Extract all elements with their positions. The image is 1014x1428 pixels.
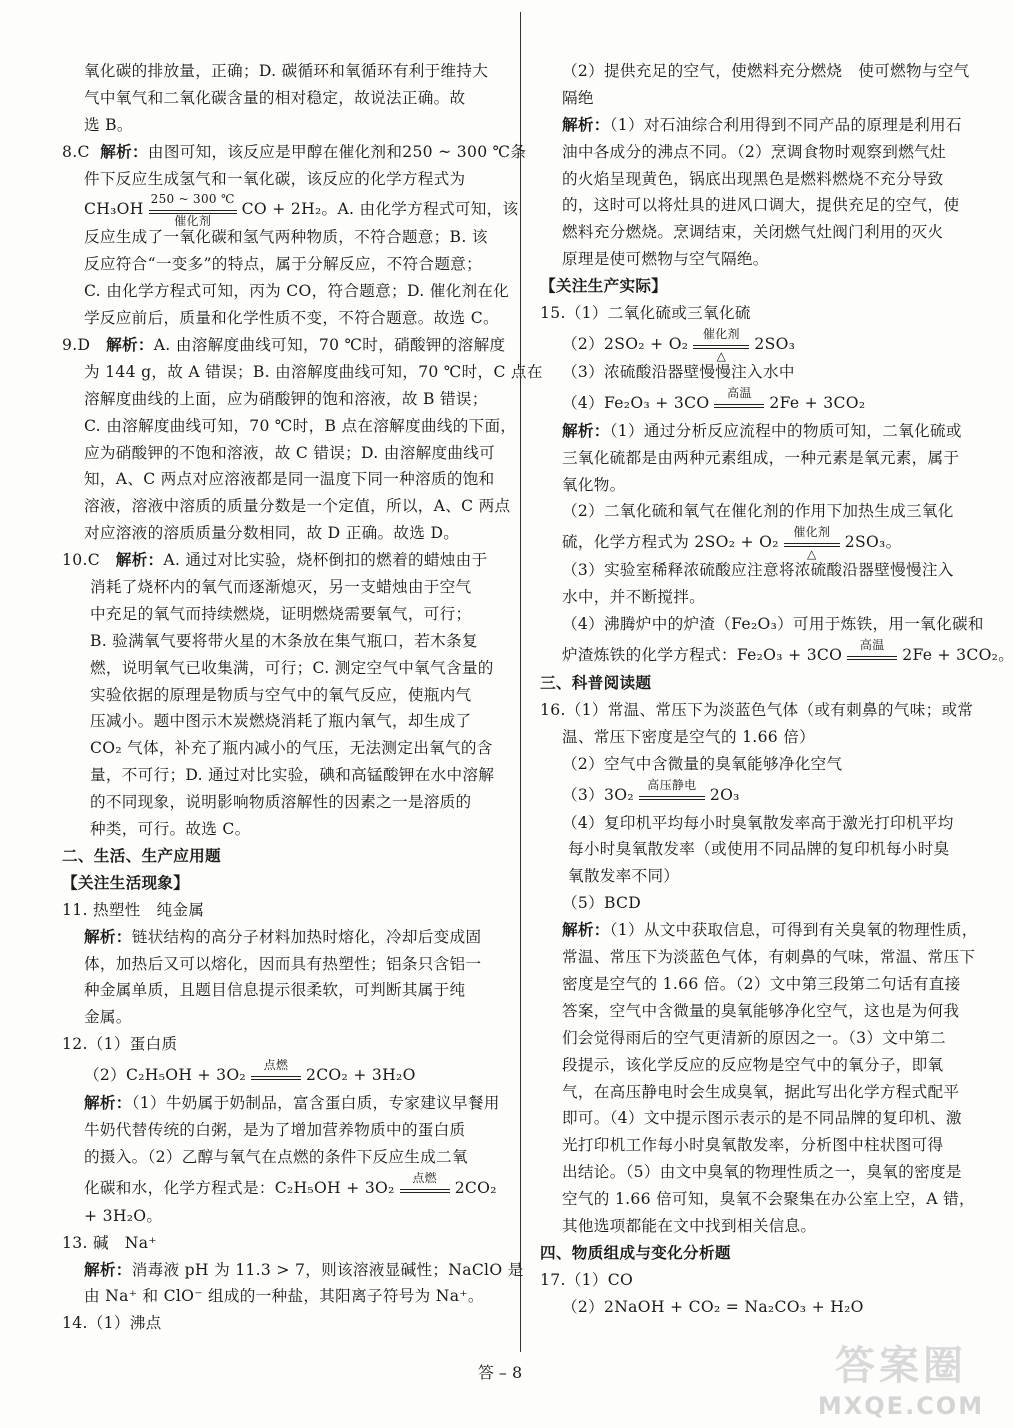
text-line: 反应符合“一变多”的特点，属于分解反应，不符合题意；: [84, 255, 482, 274]
left-column: [62, 58, 543, 1337]
answer-12: 12.（1）蛋白质: [62, 1035, 178, 1054]
reaction-condition: [780, 525, 844, 562]
condition-bottom: 催化剂: [174, 214, 212, 229]
text-line: + 3H₂O。: [84, 1206, 163, 1225]
answer-8: [62, 139, 527, 166]
text-line: 金属。: [84, 1008, 132, 1027]
text-line: 反应生成了一氧化碳和氢气两种物质，不符合题意；B. 该: [84, 228, 488, 247]
text-line: 牛奶代替传统的白粥，是为了增加营养物质中的蛋白质: [84, 1120, 466, 1139]
answer-13: 13. 碱 Na⁺: [62, 1233, 157, 1252]
text-line: 溶解度曲线的上面，应为硝酸钾的饱和溶液，故 B 错误；: [84, 389, 488, 408]
equation-line: [540, 386, 980, 418]
text-line: 的摄入。（2）乙醇与氧气在点燃的条件下反应生成二氧: [84, 1147, 468, 1166]
text-line: 每小时臭氧散发率（或使用不同品牌的复印机每小时臭: [568, 840, 950, 859]
text-line: 种金属单质，且题目信息提示很柔软，可判断其属于纯: [84, 981, 466, 1000]
section-heading: 四、物质组成与变化分析题: [540, 1242, 731, 1262]
analysis-line: [540, 418, 980, 445]
equation-rhs: 2CO₂ + 3H₂O: [305, 1066, 416, 1085]
watermark-logo: [806, 1342, 996, 1426]
analysis-line: [62, 1257, 524, 1284]
right-column: [540, 58, 1014, 1321]
text-line: （3）实验室稀释浓硫酸应注意将浓硫酸沿器壁慢慢注入: [562, 561, 954, 580]
watermark-url: MXQE.COM: [817, 1392, 985, 1420]
text-line: 密度是空气的 1.66 倍。（2）文中第三段第二句话有直接: [562, 974, 961, 993]
equation-lhs: CH₃OH: [84, 200, 144, 219]
text-line: （2）空气中含微量的臭氧能够净化空气: [562, 754, 843, 773]
text-line: （2）2NaOH + CO₂ = Na₂CO₃ + H₂O: [562, 1297, 864, 1316]
text-line: 炉渣炼铁的化学方程式：Fe₂O₃ + 3CO: [562, 646, 843, 665]
equation-line: [62, 1171, 502, 1203]
text-line: C. 由溶解度曲线可知，70 ℃时，B 点在溶解度曲线的下面，: [84, 416, 517, 435]
page-number: 答 – 8: [477, 1363, 523, 1382]
question-number: 8.C: [62, 142, 90, 161]
text-line: 为 144 g，故 A 错误；B. 由溶解度曲线可知，70 ℃时，C 点在: [84, 362, 543, 381]
analysis-label: 解析：: [84, 1259, 132, 1279]
condition-top: 高温: [727, 385, 752, 400]
equation-lhs: （3）3O₂: [562, 785, 634, 804]
text-line: 选 B。: [84, 115, 133, 134]
text-line: 常温、常压下为淡蓝色气体，有刺鼻的气味，常温、常压下: [562, 948, 976, 967]
analysis-line: [62, 1090, 502, 1117]
condition-top: 点燃: [412, 1170, 437, 1185]
analysis-label: 解析：: [562, 420, 610, 440]
text-line: CO₂ 气体，补充了瓶内减小的气压，无法测定出氧气的含: [90, 739, 493, 758]
text-line: A. 通过对比实验，烧杯倒扣的燃着的蜡烛由于: [163, 551, 488, 570]
subsection-heading: 【关注生活现象】: [62, 872, 190, 892]
text-line: 段提示，该化学反应的反应物是空气中的氧分子，即氧: [562, 1055, 944, 1074]
answer-11: 11. 热塑性 纯金属: [62, 900, 205, 919]
equation-lhs: （2）C₂H₅OH + 3O₂: [84, 1066, 246, 1085]
text-line: 的火焰呈现黄色，锅底出现黑色是燃料燃烧不充分导致: [562, 169, 944, 188]
text-line: 出结论。（5）由文中臭氧的物理性质之一，臭氧的密度是: [562, 1163, 962, 1182]
equation-line: [540, 525, 980, 562]
text-line: 燃，说明氧气已收集满，可行；C. 测定空气中氧气含量的: [90, 658, 494, 677]
condition-top: 高温: [859, 638, 885, 653]
column-divider: [520, 12, 521, 1352]
text-line: 氧化物。: [562, 475, 626, 494]
answer-15: 15.（1）二氧化硫或三氧化硫: [540, 304, 751, 323]
answer-17: 17.（1）CO: [540, 1270, 634, 1289]
text-line: 消毒液 pH 为 11.3 > 7，则该溶液显碱性；NaClO 是: [131, 1260, 524, 1279]
text-line: 氧化碳的排放量，正确；D. 碳循环和氧循环有利于维持大: [84, 62, 489, 80]
condition-top: 250 ~ 300 ℃: [150, 192, 235, 207]
text-line: 三氧化硫都是由两种元素组成，一种元素是氧元素，属于: [562, 448, 960, 467]
text-line: 其他选项都能在文中找到相关信息。: [562, 1216, 817, 1235]
text-line: （1）牛奶属于奶制品，富含蛋白质，专家建议早餐用: [131, 1094, 500, 1113]
equation-rhs: 2SO₃: [754, 334, 796, 353]
equation-rhs: 2Fe + 3CO₂。: [902, 646, 1014, 665]
text-line: （2）提供充足的空气，使燃料充分燃烧 使可燃物与空气: [562, 62, 970, 80]
text-line: 气中氧气和二氧化碳含量的相对稳定，故说法正确。故: [84, 88, 466, 107]
text-line: （1）对石油综合利用得到不同产品的原理是利用石: [609, 115, 962, 134]
text-line: 答案，空气中含微量的臭氧能够净化空气，这也是为何我: [562, 1001, 960, 1020]
equation-line: [540, 778, 980, 810]
text-line: 氧散发率不同）: [568, 867, 680, 886]
text-line: 光打印机工作每小时臭氧散发率，分析图中柱状图可得: [562, 1136, 944, 1155]
answer-16: 16.（1）常温、常压下为淡蓝色气体（或有刺鼻的气味；或常: [540, 700, 974, 719]
reaction-condition: [145, 192, 241, 229]
text-line: 燃料充分燃烧。烹调结束，关闭燃气灶阀门利用的灭火: [562, 223, 944, 242]
text-line: 的，这时可以将灶具的进风口调大，提供充足的空气，使: [562, 196, 960, 215]
analysis-label: 解析：: [562, 920, 610, 940]
answer-10: [62, 547, 502, 574]
text-line: 应为硝酸钾的不饱和溶液，故 C 错误；D. 由溶解度曲线可: [84, 443, 496, 462]
equation-line: [540, 638, 1014, 670]
text-line: 消耗了烧杯内的氧气而逐渐熄灭，另一支蜡烛由于空气: [90, 578, 472, 597]
answer-14: 14.（1）沸点: [62, 1314, 162, 1333]
analysis-label: 解析：: [106, 335, 154, 355]
analysis-label: 解析：: [562, 114, 610, 134]
section-heading: 二、生活、生产应用题: [62, 845, 221, 865]
text-line: 。A. 由化学方程式可知，该: [321, 200, 519, 219]
text-line: 种类，可行。故选 C。: [90, 820, 251, 839]
equation-rhs: 2Fe + 3CO₂: [769, 393, 866, 412]
equals-bar: [714, 404, 764, 408]
equation-rhs: 2O₃: [709, 785, 740, 804]
equation-line: [62, 192, 519, 229]
analysis-line: [540, 917, 980, 944]
analysis-label: 解析：: [100, 141, 148, 161]
text-line: 原理是使可燃物与空气隔绝。: [562, 250, 769, 269]
text-line: 件下反应生成氢气和一氧化碳，该反应的化学方程式为: [84, 169, 466, 188]
text-line: 气，在高压静电时会生成臭氧，据此写出化学方程式配平: [562, 1082, 960, 1101]
condition-top: 催化剂: [793, 525, 831, 540]
condition-top: 高压静电: [647, 777, 697, 792]
text-line: （4）复印机平均每小时臭氧散发率高于激光打印机平均: [562, 813, 954, 832]
reaction-condition: [843, 638, 901, 660]
text-line: 们会觉得雨后的空气更清新的原因之一。（3）文中第二: [562, 1028, 946, 1047]
text-line: 空气的 1.66 倍可知，臭氧不会聚集在办公室上空，A 错，: [562, 1190, 975, 1209]
equation-line: [62, 1058, 502, 1090]
equation-rhs: 2CO₂: [454, 1178, 497, 1197]
text-line: 油中各成分的沸点不同。（2）烹调食物时观察到燃气灶: [562, 142, 946, 161]
text-line: 压减小。题中图示木炭燃烧消耗了瓶内氧气，却生成了: [90, 712, 472, 731]
condition-bottom: △: [716, 348, 727, 363]
watermark-text: 答案圈: [835, 1343, 967, 1389]
text-line: 由图可知，该反应是甲醇在催化剂和250 ~ 300 ℃条: [147, 142, 527, 161]
equation-lhs: （4）Fe₂O₃ + 3CO: [562, 393, 710, 412]
text-line: 中充足的氧气而持续燃烧，证明燃烧需要氧气，可行；: [90, 604, 472, 623]
subsection-heading: 【关注生产实际】: [540, 276, 668, 296]
analysis-label: 解析：: [84, 1093, 132, 1113]
reaction-condition: [635, 777, 709, 800]
text-line: 溶液，溶液中溶质的质量分数是一个定值，所以，A、C 两点: [84, 497, 511, 516]
equals-bar: [251, 1076, 301, 1080]
section-heading: 三、科普阅读题: [540, 673, 652, 693]
text-line: C. 由化学方程式可知，丙为 CO，符合题意；D. 催化剂在化: [84, 282, 510, 301]
text-line: 链状结构的高分子材料加热时熔化，冷却后变成固: [131, 927, 482, 946]
text-line: 温、常压下密度是空气的 1.66 倍）: [562, 727, 816, 746]
analysis-label: 解析：: [84, 926, 132, 946]
answer-9: [62, 332, 506, 359]
text-line: A. 由溶解度曲线可知，70 ℃时，硝酸钾的溶解度: [153, 336, 506, 355]
equation-lhs: （2）2SO₂ + O₂: [562, 334, 689, 353]
equals-bar: [847, 656, 897, 660]
equals-bar: [639, 796, 705, 800]
equation-rhs: 2SO₃。: [844, 533, 902, 552]
text-line: 的不同现象，说明影响物质溶解性的因素之一是溶质的: [90, 793, 472, 812]
question-number: 10.C: [62, 551, 100, 570]
reaction-condition: [247, 1058, 305, 1080]
reaction-condition: [689, 326, 753, 363]
analysis-line: [62, 924, 502, 951]
reaction-condition: [396, 1170, 454, 1193]
text-line: 知，A、C 两点对应溶液都是同一温度下同一种溶质的饱和: [84, 470, 495, 489]
condition-top: 点燃: [263, 1058, 289, 1073]
text-line: 化碳和水，化学方程式是：C₂H₅OH + 3O₂: [84, 1178, 395, 1197]
equation-line: [540, 326, 980, 363]
text-line: B. 验满氧气要将带火星的木条放在集气瓶口，若木条复: [90, 631, 478, 650]
text-line: 对应溶液的溶质质量分数相同，故 D 正确。故选 D。: [84, 524, 460, 543]
text-line: （5）BCD: [562, 894, 642, 913]
question-number: 9.D: [62, 336, 91, 355]
text-line: 隔绝: [562, 88, 594, 107]
text-line: 由 Na⁺ 和 ClO⁻ 组成的一种盐，其阳离子符号为 Na⁺。: [84, 1287, 484, 1306]
text-line: 学反应前后，质量和化学性质不变，不符合题意。故选 C。: [84, 309, 499, 328]
text-line: 体，加热后又可以熔化，因而具有热塑性；铝条只含铝一: [84, 954, 482, 973]
text-line: 水中，并不断搅拌。: [562, 588, 706, 607]
equation-rhs: CO + 2H₂: [241, 200, 322, 219]
analysis-line: [540, 112, 980, 139]
reaction-condition: [710, 385, 768, 408]
text-line: （1）从文中获取信息，可得到有关臭氧的物理性质，: [609, 921, 978, 940]
condition-bottom: △: [807, 547, 817, 562]
text-line: （1）通过分析反应流程中的物质可知，二氧化硫或: [609, 421, 962, 440]
text-line: （4）沸腾炉中的炉渣（Fe₂O₃）可用于炼铁，用一氧化碳和: [562, 615, 984, 634]
text-line: 即可。（4）文中提示图示表示的是不同品牌的复印机、激: [562, 1109, 962, 1128]
equals-bar: [400, 1189, 450, 1193]
text-line: （3）浓硫酸沿器壁慢慢注入水中: [562, 362, 795, 381]
text-line: 实验依据的原理是物质与空气中的氧气反应，使瓶内气: [90, 685, 472, 704]
analysis-label: 解析：: [115, 550, 164, 570]
text-line: （2）二氧化硫和氧气在催化剂的作用下加热生成三氧化: [562, 502, 954, 521]
text-line: 量，不可行；D. 通过对比实验，碘和高锰酸钾在水中溶解: [90, 766, 495, 785]
text-line: 硫，化学方程式为 2SO₂ + O₂: [562, 533, 779, 552]
condition-top: 催化剂: [702, 326, 740, 341]
